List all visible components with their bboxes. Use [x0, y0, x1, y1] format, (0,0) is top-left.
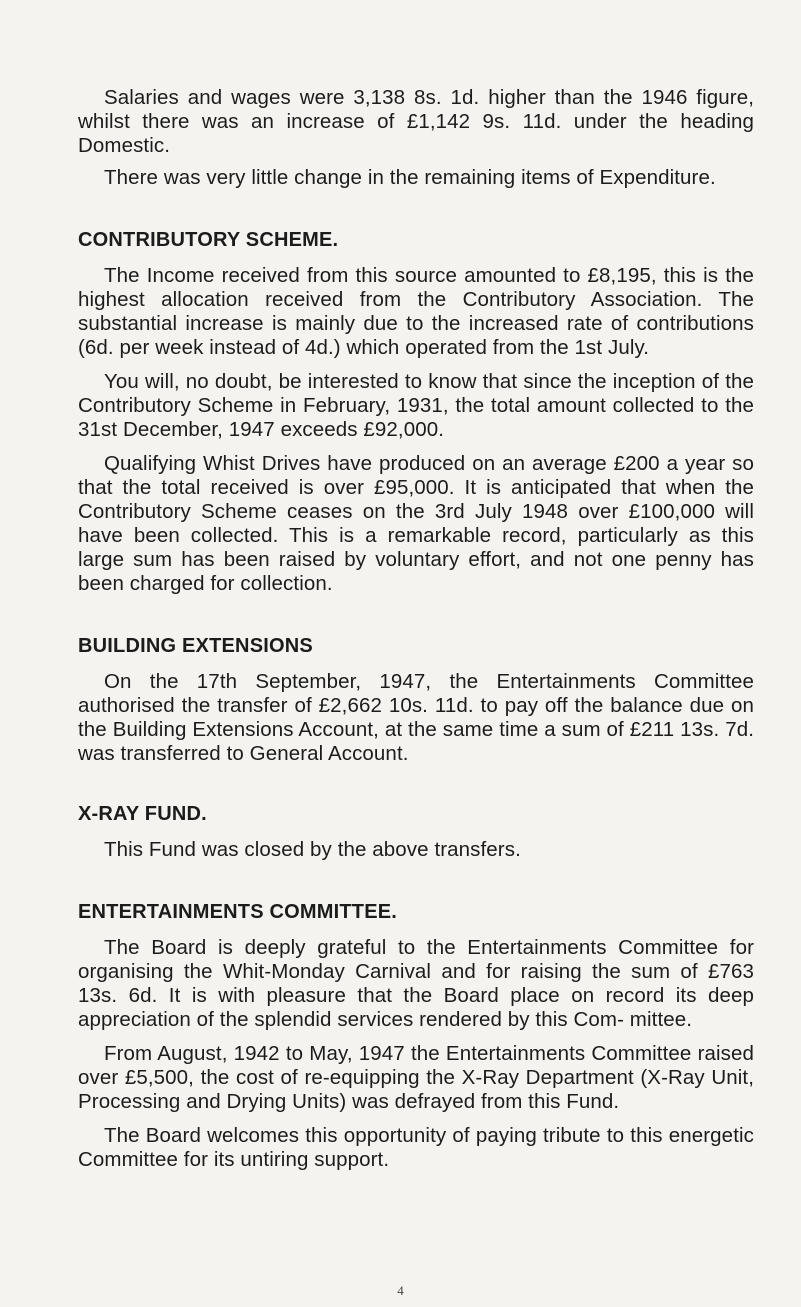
section-paragraph: This Fund was closed by the above transfers. — [104, 838, 521, 861]
section-paragraph: The Income received from this source amounted to £8,195, this is the highest allocation received from the Contributory Association. The substantial increase is mainly due to the increased rate of contributions (6d. per week instead of 4d.) which operated from the 1st July. — [78, 264, 754, 359]
section-x-ray-fund — [78, 802, 754, 862]
document-page — [78, 86, 754, 1182]
intro-paragraph-salaries: Salaries and wages were 3,138 8s. 1d. higher than the 1946 figure, whilst there was an increase of £1,142 9s. 11d. under the heading Domestic. — [78, 86, 754, 157]
section-contributory-scheme — [78, 228, 754, 596]
section-heading: BUILDING EXTENSIONS — [78, 635, 313, 657]
section-heading: CONTRIBUTORY SCHEME. — [78, 229, 339, 251]
section-paragraph: From August, 1942 to May, 1947 the Entertainments Committee raised over £5,500, the cost of re-equipping the X-Ray Department (X-Ray Unit, Processing and Drying Units) was defrayed from this Fund. — [78, 1042, 754, 1113]
page-number: 4 — [397, 1283, 404, 1298]
section-entertainments-committee — [78, 900, 754, 1172]
section-paragraph: You will, no doubt, be interested to know that since the inception of the Contributory Scheme in February, 1931, the total amount collected to the 31st December, 1947 exceeds £92,000. — [78, 370, 754, 441]
section-paragraph: Qualifying Whist Drives have produced on an average £200 a year so that the total received is over £95,000. It is anticipated that when the Contributory Scheme ceases on the 3rd July 1948 over £100,000 will have been collected. This is a remarkable record, particularly as this large sum has been raised by voluntary effort, and not one penny has been charged for collection. — [78, 452, 754, 595]
section-heading: X-RAY FUND. — [78, 803, 207, 825]
section-paragraph: On the 17th September, 1947, the Entertainments Committee authorised the transfer of £2,662 10s. 11d. to pay off the balance due on the Building Extensions Account, at the same time a sum of £211 13s. 7d. was transferred to General Account. — [78, 670, 754, 765]
section-heading: ENTERTAINMENTS COMMITTEE. — [78, 901, 398, 923]
section-building-extensions — [78, 634, 754, 766]
section-paragraph: The Board is deeply grateful to the Entertainments Committee for organising the Whit-Monday Carnival and for raising the sum of £763 13s. 6d. It is with pleasure that the Board place on record its deep appreciation of the splendid services rendered by this Com- mittee. — [78, 936, 754, 1031]
section-paragraph: The Board welcomes this opportunity of paying tribute to this energetic Committee for its untiring support. — [78, 1124, 754, 1171]
intro-paragraph-expenditure: There was very little change in the remaining items of Expenditure. — [104, 166, 716, 189]
